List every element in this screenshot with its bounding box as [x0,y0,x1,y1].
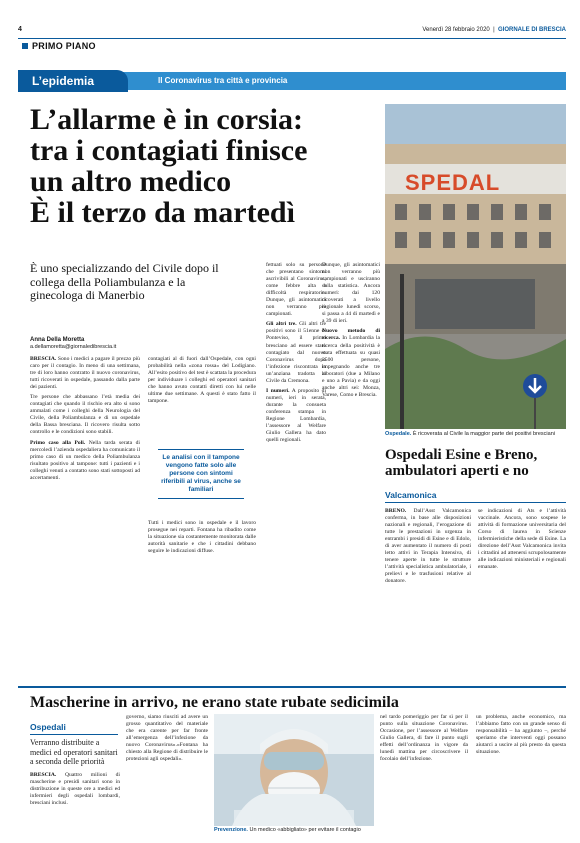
divider [18,686,566,688]
caption-text: È ricoverata al Civile la maggior parte dei positivi bresciani [412,431,555,437]
hospital-photo [385,104,566,429]
author-email: a.dellamoretta@giornaledibrescia.it [30,344,117,350]
paragraph [322,328,380,398]
paragraph-text: Tre persone che abbassano l’età media dei contagiati che quando il rischio era alto si sono ammalati come i colleghi della Neurologia del Civile, della Poliambulanza e di un ospedale della Bassa bresciana. Il ricovero risulta sotto controllo e le condizioni sono stabili. [30,394,140,436]
paragraph-text: Dall’Asst Valcamonica conferma, in base alle disposizioni nazionali e regionali, l’erogazione di tutte le prestazioni in urgenza in entrambi i presidi di Esine e di Edolo, di aver aumentato il numero di posti letto attivi in Terapia Intensiva, di tenere aperte in tutte le strutture l’attività specialistica ambulatoriale, i prelievi e le trasfusioni relative al donatore. [385,508,471,585]
caption-label-2: Prevenzione. [214,827,248,833]
paragraph-text: Sono i medici a pagare il prezzo più caro per il contagio. In meno di una settimana, tre di loro hanno contratto il nuovo coronavirus, tutti ricoverati in ospedale, passando dalla parte dei pazienti. [30,356,140,391]
paragraph [478,508,566,571]
second-column-3 [380,714,468,836]
second-column-4 [476,714,566,836]
sidebar-section [385,490,566,503]
paragraph [30,394,140,436]
paragraph-text: nel tardo pomeriggio per far sì per il punto sulla situazione Coronavirus. Occasione, per l’assessore al Welfare Giulio Gallera, di fare il punto sugli effetti dell’ordinanza in vigore da lunedì mattina per circoscrivere il focolaio dell’infezione. [380,714,468,763]
article-column-3 [206,262,326,682]
sidebar-headline: Ospedali Esine e Breno, ambulatori aperti e no [385,447,538,479]
author: Anna Della Moretta [30,337,85,343]
paragraph-text: A proposito di numeri, ieri in serata, durante la consueta conferenza stampa in Regione Lombardia, l’assessore al Welfare Giulio Gallera ha dato quelli regionali. [266,387,326,444]
article-column-4 [322,262,380,682]
sidebar-section-title: Valcamonica [385,490,437,500]
paragraph-text: se indicazioni di Ats e l’attività vaccinale. Ancora, sono sospese le attività di formazione universitaria del Corso di laurea in Scienze infermieristiche della sede di Esine. La direzione dell’Asst Valcamonica invita i cittadini ad attenersi scrupolosamente alle indicazioni ministeriali e regionali emanate. [478,508,566,571]
date-line: Venerdì 28 febbraio 2020 | GIORNALE DI BRESCIA [422,27,566,33]
headline-line: tra i contagiati finisce [30,134,308,167]
paragraph [30,440,140,482]
paragraph [385,508,471,586]
paragraph [476,714,566,756]
photo-caption-2 [214,827,374,834]
paragraph [266,262,326,318]
pull-quote: Le analisi con il tampone vengono fatte solo alle persone con sintomi riferibili al virus, anche se familiari [158,449,244,499]
byline [30,337,140,351]
topic-tag: L’epidemia [18,70,128,92]
section-label [18,38,566,53]
headline-line: L’allarme è in corsia: [30,103,304,136]
paragraph-lead: BRESCIA. [30,772,57,778]
headline-line: un altro medico [30,165,232,198]
hospital-sign: SPEDAL [405,170,501,195]
paragraph-text: un problema, anche economico, ma l’abbiamo fatto con un grande senso di responsabilità – ha aggiunto –, perché speriamo che interventi oggi possano aiutarci a uscire al più presto da questa situazione. [476,714,566,756]
paragraph-lead: BRENO. [385,508,407,514]
masthead: GIORNALE DI BRESCIA [497,27,566,33]
paragraph-text: governo, siamo riusciti ad avere un grosso quantitativo del materiale che era carente per far fronte all’emergenza dell’infezione da nuovo Coronavirus».«Fontana ha chiesto alla Regione di distribuire le protezioni agli ospedali». [126,714,208,763]
sidebar-column-2 [478,508,566,678]
paragraph-text: contagiati al di fuori dall’Ospedale, con ogni probabilità nella «zona rossa» del Lodigiano. All’esito positivo del test è scattata la procedura per individuare i colleghi ed operatori sanitari che hanno avuto contatti diretti con lui nelle ultime due settimane. A questi è stato fatto il tampone. [148,356,256,405]
headline-line: È il terzo da martedì [30,196,295,229]
paragraph [380,714,468,763]
sidebar-column-1 [385,508,471,678]
topic-subtitle: Il Coronavirus tra città e provincia [158,76,288,85]
paragraph-text: Gli altri tre positivi sono il 51enne di Ponteviso, il primo bresciano ad essere stato contagiato dal nuovo Coronavirus dopo l’infezione riscontrata in un’anziana tradotta al Civile da Cremona. [266,321,326,384]
caption-text-2: Un medico «abbigliato» per evitare il contagio [249,827,361,833]
second-section-title: Ospedali [30,722,66,732]
photo-caption [385,431,566,438]
main-subhead: È uno specializzando del Civile dopo il collega della Poliambulanza e la ginecologa di Manerbio [30,261,219,302]
paragraph-text: Nella tarda serata di mercoledì l’azienda ospedaliera ha comunicato il primo caso di un medico della Poliambulanza risultato positivo al tampone: tutti i pazienti e i colleghi venuti a contatto sono stati sottoposti ad accertamenti. [30,439,140,481]
caption-label: Ospedale. [385,431,412,437]
second-subhead: Verranno distribuite a medici ed operatori sanitari a seconda delle priorità [30,738,118,766]
paragraph-text: In Lombardia la ricerca della positività è stata effettuata su quasi 3500 persone, impegnando anche tre laboratori (due a Milano e uno a Pavia) e da oggi anche altri sei: Monza, Varese, Como e Brescia. [322,335,380,398]
paragraph [266,388,326,444]
paragraph-lead: Primo caso alla Poli. [30,439,86,446]
paragraph-lead: I numeri. [266,387,290,394]
doctor-photo [214,714,374,826]
date: Venerdì 28 febbraio 2020 [422,27,490,33]
doctor-illustration [214,714,374,826]
paragraph-text: Tutti i medici sono in ospedale e il lavoro prosegue nei reparti. Fontana ha ribadito come la situazione sia costantemente monitorata dalle autorità sanitarie e che i cittadini debbano seguire le indicazioni diffuse. [148,520,256,555]
section-marker [22,43,28,49]
second-column-2 [126,714,208,836]
paragraph-text: fettuati solo su persone che presentano sintomi ascrivibili al Coronavirus, come febbre alta e difficoltà respiratorie. Dunque, gli asintomatici non verranno più campionati. [266,262,326,318]
top-bar [18,26,566,38]
page-number: 4 [18,26,22,33]
hospital-illustration [385,104,566,429]
paragraph-lead: Nuovo metodo di ricerca. [322,328,380,342]
section-title: PRIMO PIANO [32,41,96,51]
second-column-1 [30,772,120,836]
second-section [30,722,118,735]
paragraph-text: Dunque, gli asintomatici non verranno più campionati e usciranno dalla statistica. Ancora numeri: dai 120 ricoverati a livello regionale lunedì scorso, si passa a 44 di martedì e a 39 di ieri. [322,262,380,325]
paragraph-lead: BRESCIA. [30,356,57,362]
paragraph [30,356,140,391]
second-headline: Mascherine in arrivo, ne erano state rubate sedicimila [30,694,399,711]
topic-banner [18,72,566,90]
article-column-1 [30,356,140,682]
paragraph-lead: Gli altri tre. [266,321,297,328]
main-headline [30,104,360,228]
paragraph [266,321,326,384]
paragraph [322,262,380,325]
paragraph [30,772,120,807]
paragraph [126,714,208,763]
paragraph-text: Quattro milioni di mascherine e presidi sanitari sono in distribuzione in queste ore a medici ed infermieri degli ospedali lombardi, bresciani inclusi. [30,772,120,807]
